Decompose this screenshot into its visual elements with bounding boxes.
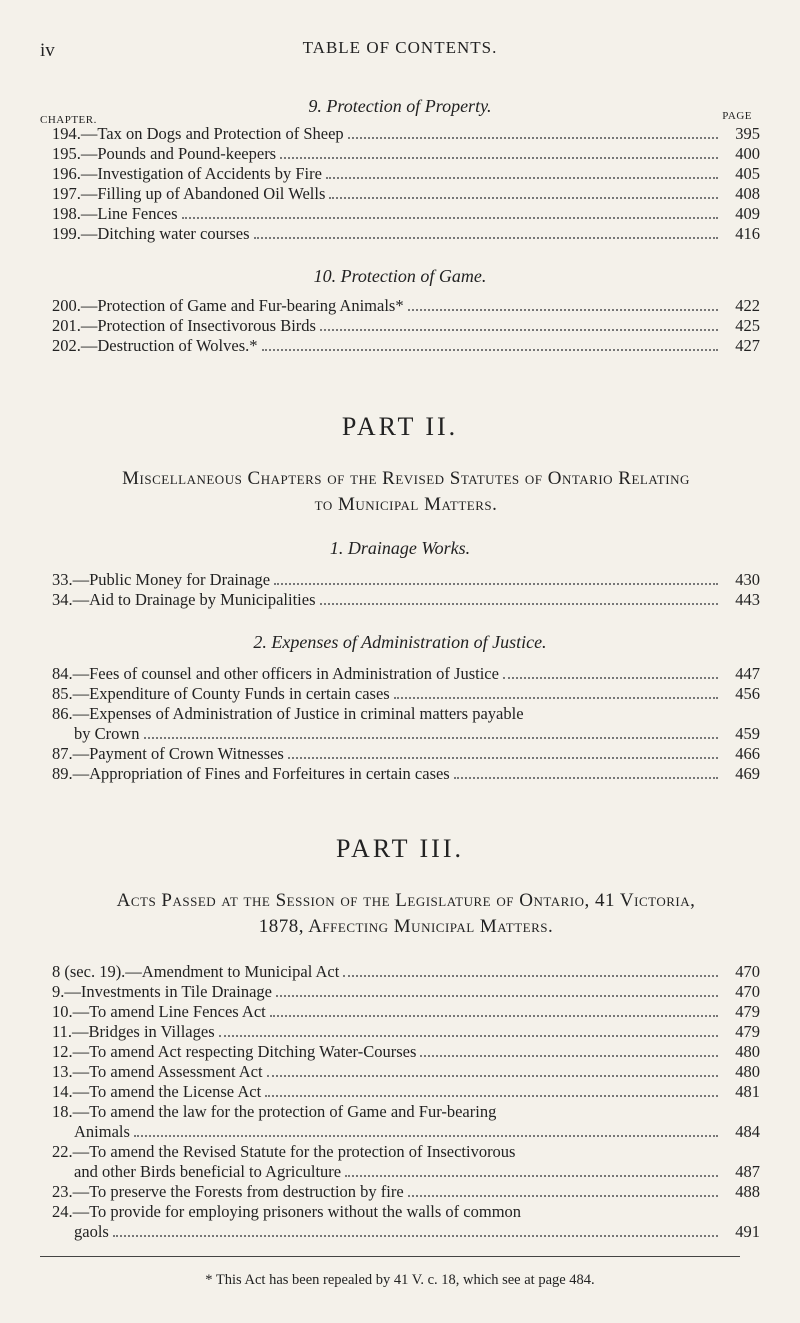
toc-entry: 200.—Protection of Game and Fur-bearing Animals* 422 — [52, 296, 760, 315]
section-title-drainage-works: 1. Drainage Works. — [329, 538, 471, 558]
toc-entry: 199.—Ditching water courses 416 — [52, 224, 760, 243]
page-title: TABLE OF CONTENTS. — [302, 38, 498, 57]
toc-entry-continuation: Animals 484 — [74, 1122, 760, 1141]
section-title-administration-of-justice: 2. Expenses of Administration of Justice. — [253, 632, 547, 652]
toc-entry: 33.—Public Money for Drainage 430 — [52, 570, 760, 589]
toc-entry: 23.—To preserve the Forests from destruction by fire 488 — [52, 1182, 760, 1201]
toc-entry: 8 (sec. 19).—Amendment to Municipal Act 470 — [52, 962, 760, 981]
part-three-subtitle-line1: Acts Passed at the Session of the Legislature of Ontario, 41 Victoria, — [116, 890, 696, 911]
toc-entry: 202.—Destruction of Wolves.* 427 — [52, 336, 760, 355]
toc-entry: 10.—To amend Line Fences Act 479 — [52, 1002, 760, 1021]
toc-entry: 11.—Bridges in Villages 479 — [52, 1022, 760, 1041]
part-two-heading: PART II. — [341, 412, 459, 441]
toc-entry: 194.—Tax on Dogs and Protection of Sheep 395 — [52, 124, 760, 143]
page-number: iv — [40, 40, 55, 61]
chapter-column-label: CHAPTER. — [40, 114, 97, 126]
toc-entry: 196.—Investigation of Accidents by Fire 405 — [52, 164, 760, 183]
toc-entry: 89.—Appropriation of Fines and Forfeitures in certain cases 469 — [52, 764, 760, 783]
toc-entry: 34.—Aid to Drainage by Municipalities 443 — [52, 590, 760, 609]
toc-entry: 87.—Payment of Crown Witnesses 466 — [52, 744, 760, 763]
section-title-protection-of-property: 9. Protection of Property. — [308, 96, 492, 116]
toc-entry: 84.—Fees of counsel and other officers in Administration of Justice 447 — [52, 664, 760, 683]
footnote-divider — [40, 1256, 740, 1257]
toc-entry: 195.—Pounds and Pound-keepers 400 — [52, 144, 760, 163]
part-three-subtitle-line2: 1878, Affecting Municipal Matters. — [258, 916, 554, 937]
part-two-subtitle-line1: Miscellaneous Chapters of the Revised Statutes of Ontario Relating — [122, 468, 690, 489]
section-title-protection-of-game: 10. Protection of Game. — [313, 266, 487, 286]
toc-entry: 86.—Expenses of Administration of Justice in criminal matters payable — [52, 704, 524, 723]
toc-entry: 14.—To amend the License Act 481 — [52, 1082, 760, 1101]
part-three-heading: PART III. — [335, 834, 465, 863]
toc-entry: 9.—Investments in Tile Drainage 470 — [52, 982, 760, 1001]
toc-entry: 24.—To provide for employing prisoners without the walls of common — [52, 1202, 522, 1221]
toc-entry-continuation: by Crown 459 — [74, 724, 760, 743]
toc-entry: 22.—To amend the Revised Statute for the protection of Insectivorous — [52, 1142, 516, 1161]
toc-entry: 85.—Expenditure of County Funds in certain cases 456 — [52, 684, 760, 703]
page-column-label: PAGE — [722, 110, 752, 122]
toc-entry: 197.—Filling up of Abandoned Oil Wells 408 — [52, 184, 760, 203]
toc-entry: 12.—To amend Act respecting Ditching Water-Courses 480 — [52, 1042, 760, 1061]
part-two-subtitle-line2: to Municipal Matters. — [314, 494, 498, 515]
toc-entry: 13.—To amend Assessment Act 480 — [52, 1062, 760, 1081]
toc-entry: 198.—Line Fences 409 — [52, 204, 760, 223]
toc-entry: 201.—Protection of Insectivorous Birds 425 — [52, 316, 760, 335]
toc-entry-continuation: and other Birds beneficial to Agriculture 487 — [74, 1162, 760, 1181]
toc-entry: 18.—To amend the law for the protection of Game and Fur-bearing — [52, 1102, 497, 1121]
toc-entry-continuation: gaols 491 — [74, 1222, 760, 1241]
footnote: * This Act has been repealed by 41 V. c. 18, which see at page 484. — [205, 1272, 595, 1288]
